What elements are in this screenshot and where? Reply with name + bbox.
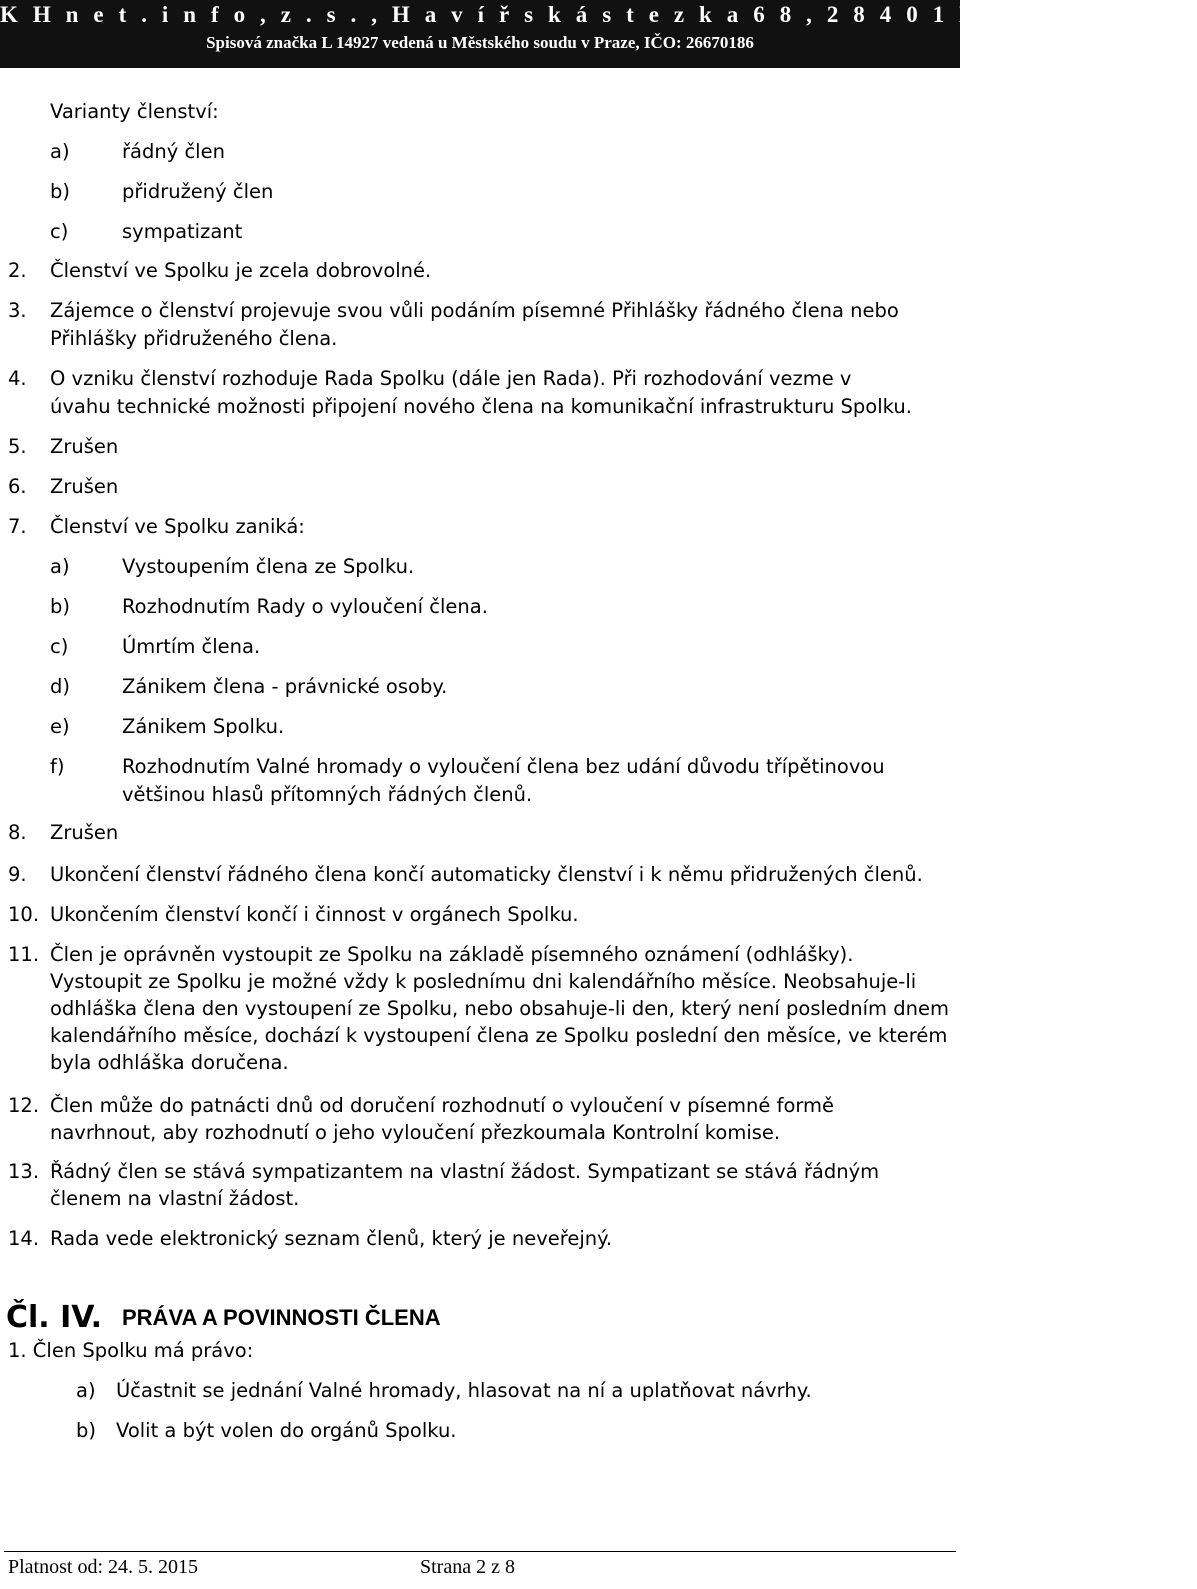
sub-mark: c) <box>50 635 69 658</box>
footer-divider <box>4 1551 956 1552</box>
sub-mark: a) <box>50 555 70 578</box>
sub-mark: f) <box>50 755 65 778</box>
item-number: 7. <box>8 515 27 538</box>
item-text: Člen může do patnácti dnů od doručení rozhodnutí o vyloučení v písemné formě navrhnout, aby rozhodnutí o jeho vyloučení přezkoumala Kontrolní komise. <box>50 1094 835 1144</box>
sub-text: Rozhodnutím Valné hromady o vyloučení člena bez udání důvodu třípětinovou <box>122 755 885 778</box>
item-text-line: Zájemce o členství projevuje svou vůli podáním písemné Přihlášky řádného člena nebo <box>50 299 899 322</box>
item-text: Zrušen <box>50 475 119 498</box>
page-header <box>0 0 1197 68</box>
sub-text: Úmrtím člena. <box>122 635 261 658</box>
footer-page-number: Strana 2 z 8 <box>420 1556 515 1578</box>
item-number: 2. <box>8 259 27 282</box>
item-number: 4. <box>8 367 27 390</box>
item-number: 5. <box>8 435 27 458</box>
footer-validity: Platnost od: 24. 5. 2015 <box>8 1556 199 1578</box>
item-number: 12. <box>8 1094 40 1117</box>
section-number: Čl. IV. <box>6 1300 103 1335</box>
item-text: Rada vede elektronický seznam členů, který je neveřejný. <box>50 1227 613 1250</box>
item-number: 14. <box>8 1227 40 1250</box>
item-text: Členství ve Spolku je zcela dobrovolné. <box>50 259 432 282</box>
item-text: 1. Člen Spolku má právo: <box>8 1339 254 1362</box>
item-number: 3. <box>8 299 27 322</box>
variant-mark: b) <box>50 180 70 203</box>
sub-text: Účastnit se jednání Valné hromady, hlasovat na ní a uplatňovat návrhy. <box>116 1379 812 1402</box>
variant-text: sympatizant <box>122 220 243 243</box>
item-text-line: O vzniku členství rozhoduje Rada Spolku (dále jen Rada). Při rozhodování vezme v <box>50 367 852 390</box>
item-text: Zrušen <box>50 435 119 458</box>
item-text-line: Přihlášky přidruženého člena. <box>50 327 338 350</box>
sub-text: Zánikem Spolku. <box>122 715 285 738</box>
sub-mark: b) <box>76 1419 96 1442</box>
item-number: 11. <box>8 943 40 966</box>
variant-mark: a) <box>50 140 70 163</box>
item-text: Řádný člen se stává sympatizantem na vlastní žádost. Sympatizant se stává řádným členem na vlastní žádost. <box>50 1160 880 1210</box>
sub-text: Zánikem člena - právnické osoby. <box>122 675 448 698</box>
item-text: Ukončením členství končí i činnost v orgánech Spolku. <box>50 903 579 926</box>
item-number: 10. <box>8 903 40 926</box>
variants-title: Varianty členství: <box>50 100 219 123</box>
sub-mark: e) <box>50 715 70 738</box>
item-number: 13. <box>8 1160 40 1183</box>
variant-text: přidružený člen <box>122 180 274 203</box>
sub-mark: b) <box>50 595 70 618</box>
item-number: 6. <box>8 475 27 498</box>
item-text-line: úvahu technické možnosti připojení nového člena na komunikační infrastrukturu Spolku. <box>50 395 912 418</box>
header-organization: K H n e t . i n f o , z . s . , H a v í ř s k á s t e z k a 6 8 , 2 8 4 0 1 K u t n á H o r a <box>0 2 1197 27</box>
item-number: 9. <box>8 863 27 886</box>
item-text: Ukončení členství řádného člena končí automaticky členství i k němu přidružených členů. <box>50 863 923 886</box>
item-text: Člen je oprávněn vystoupit ze Spolku na základě písemného oznámení (odhlášky). Vystoupit ze Spolku je možné vždy k poslednímu dni kalendářního měsíce. Neobsahuje-li odhláška člena den vystoupení ze Spolku, nebo obsahuje-li den, který není posledním dnem kalendářního měsíce, dochází k vystoupení člena ze Spolku poslední den měsíce, ve kterém byla odhláška doručena. <box>50 943 949 1074</box>
item-number: 8. <box>8 821 27 844</box>
item-text: Zrušen <box>50 821 119 844</box>
section-title: PRÁVA A POVINNOSTI ČLENA <box>122 1305 441 1330</box>
sub-text: Vystoupením člena ze Spolku. <box>122 555 415 578</box>
sub-mark: a) <box>76 1379 96 1402</box>
header-registration: Spisová značka L 14927 vedená u Městského soudu v Praze, IČO: 26670186 <box>206 33 754 52</box>
sub-mark: d) <box>50 675 70 698</box>
variant-text: řádný člen <box>122 140 225 163</box>
sub-text: Rozhodnutím Rady o vyloučení člena. <box>122 595 488 618</box>
variant-mark: c) <box>50 220 69 243</box>
item-text: Členství ve Spolku zaniká: <box>50 515 305 538</box>
sub-text: Volit a být volen do orgánů Spolku. <box>116 1419 457 1442</box>
sub-text-continued: většinou hlasů přítomných řádných členů. <box>122 783 533 806</box>
